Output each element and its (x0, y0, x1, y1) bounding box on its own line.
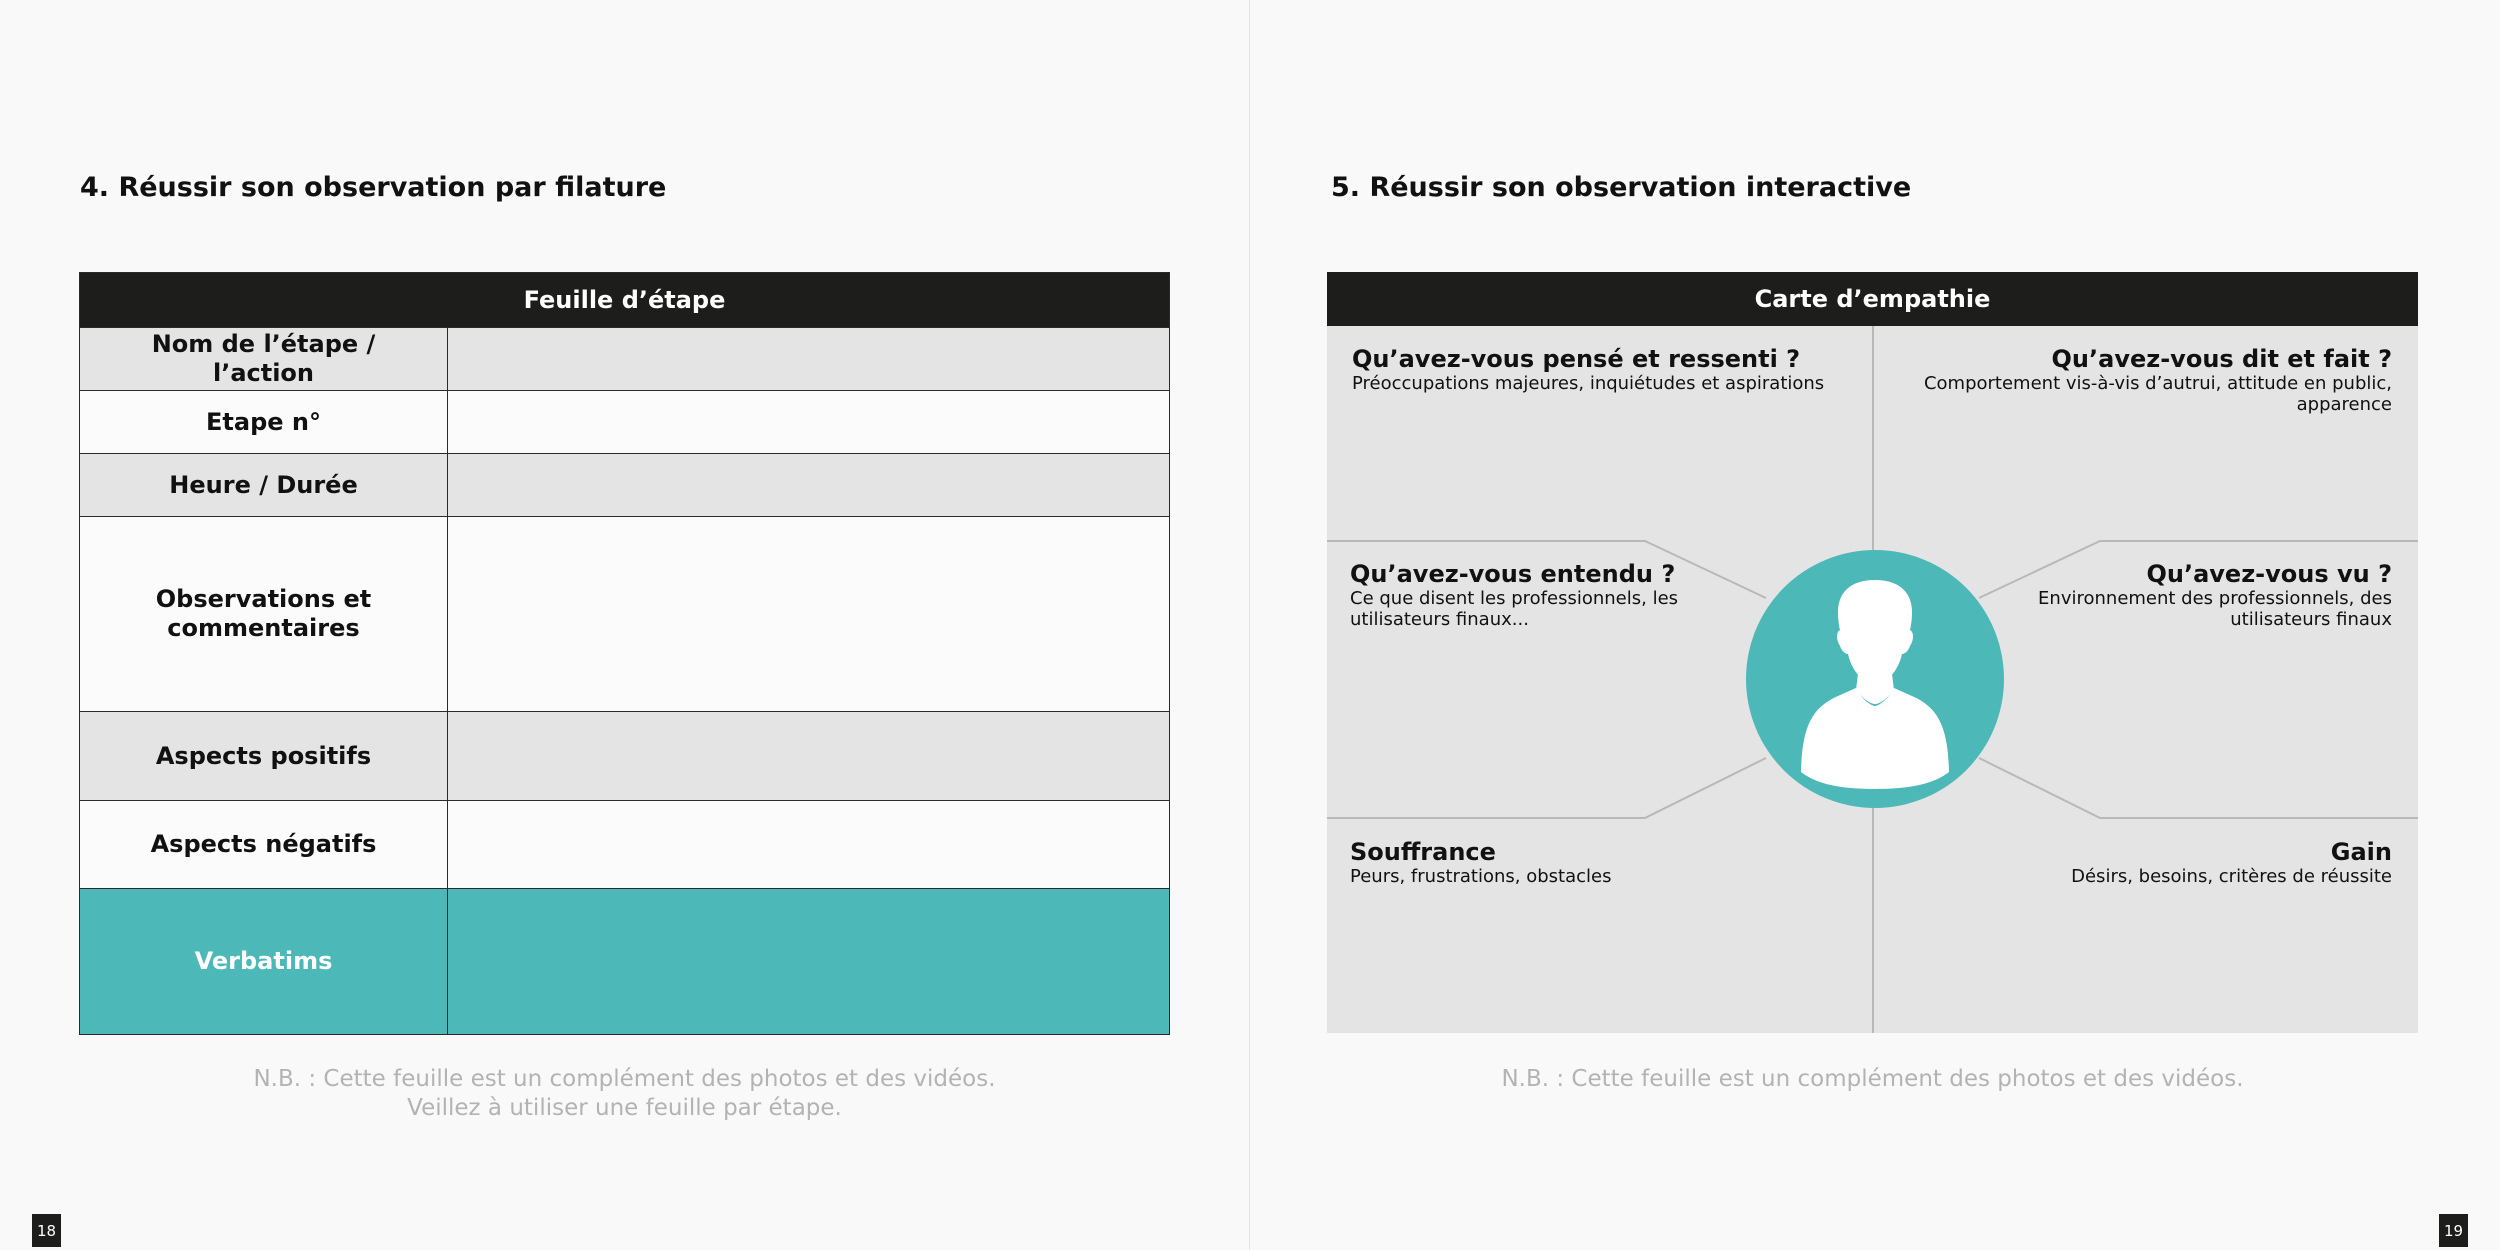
table-row (80, 888, 1169, 1034)
quadrant-description: Préoccupations majeures, inquiétudes et aspirations (1352, 373, 1825, 394)
quadrant-title: Qu’avez-vous dit et fait ? (2051, 345, 2392, 373)
quadrant-description-line-2: utilisateurs finaux (2230, 609, 2392, 630)
quadrant-title: Qu’avez-vous vu ? (2146, 560, 2392, 588)
page-number: 19 (2439, 1214, 2468, 1247)
quadrant-description-line-2: apparence (2296, 394, 2392, 415)
row-label-verbatims: Verbatims (80, 889, 448, 1034)
quadrant-description-line-1: Environnement des professionnels, des (2038, 588, 2392, 609)
row-value-step-number[interactable] (448, 391, 1169, 453)
row-value-positive-aspects[interactable] (448, 712, 1169, 800)
quadrant-title: Souffrance (1350, 838, 1496, 866)
quadrant-heard (1350, 560, 1678, 630)
row-value-verbatims[interactable] (448, 889, 1169, 1034)
quadrant-said-done (1924, 345, 2392, 415)
user-silhouette-icon (1746, 550, 2004, 808)
table-row (80, 711, 1169, 800)
quadrant-seen (2038, 560, 2392, 630)
quadrant-thought-felt (1352, 345, 1824, 394)
quadrant-gain (2071, 838, 2392, 887)
table-row (80, 453, 1169, 516)
footnote-line-2: Veillez à utiliser une feuille par étape. (407, 1095, 842, 1121)
quadrant-description: Peurs, frustrations, obstacles (1350, 866, 1612, 887)
page-number: 18 (32, 1214, 61, 1247)
table-row (80, 390, 1169, 453)
row-label-time-duration: Heure / Durée (80, 454, 448, 516)
row-value-step-name[interactable] (448, 328, 1169, 390)
quadrant-title: Qu’avez-vous entendu ? (1350, 560, 1676, 588)
section-title-interactive: 5. Réussir son observation interactive (1331, 172, 1912, 203)
row-value-observations[interactable] (448, 517, 1169, 711)
stage-sheet-header: Feuille d’étape (80, 273, 1169, 327)
row-value-negative-aspects[interactable] (448, 801, 1169, 888)
quadrant-description-line-2: utilisateurs finaux... (1350, 609, 1529, 630)
table-row (80, 516, 1169, 711)
persona-circle (1746, 550, 2004, 808)
row-label-positive-aspects: Aspects positifs (80, 712, 448, 800)
row-label-observations: Observations et commentaires (80, 517, 448, 711)
row-label-step-number: Etape n° (80, 391, 448, 453)
quadrant-title: Qu’avez-vous pensé et ressenti ? (1352, 345, 1801, 373)
row-label-step-name: Nom de l’étape / l’action (80, 328, 448, 390)
table-row (80, 327, 1169, 390)
sheet-footnote (79, 1065, 1170, 1123)
quadrant-title: Gain (2330, 838, 2392, 866)
map-footnote: N.B. : Cette feuille est un complément des photos et des vidéos. (1501, 1066, 2244, 1092)
stage-sheet-table (79, 272, 1170, 1035)
row-label-negative-aspects: Aspects négatifs (80, 801, 448, 888)
footnote-line-1: N.B. : Cette feuille est un complément des photos et des vidéos. (253, 1066, 996, 1092)
quadrant-pain (1350, 838, 1611, 887)
quadrant-description: Désirs, besoins, critères de réussite (2071, 866, 2392, 887)
row-value-time-duration[interactable] (448, 454, 1169, 516)
quadrant-description-line-1: Ce que disent les professionnels, les (1350, 588, 1679, 609)
empathy-map (1327, 326, 2418, 1033)
empathy-map-header: Carte d’empathie (1327, 272, 2418, 326)
quadrant-description-line-1: Comportement vis-à-vis d’autrui, attitude en public, (1923, 373, 2392, 394)
section-title-filature: 4. Réussir son observation par filature (80, 172, 667, 203)
table-row (80, 800, 1169, 888)
page-19 (1250, 0, 2500, 1250)
